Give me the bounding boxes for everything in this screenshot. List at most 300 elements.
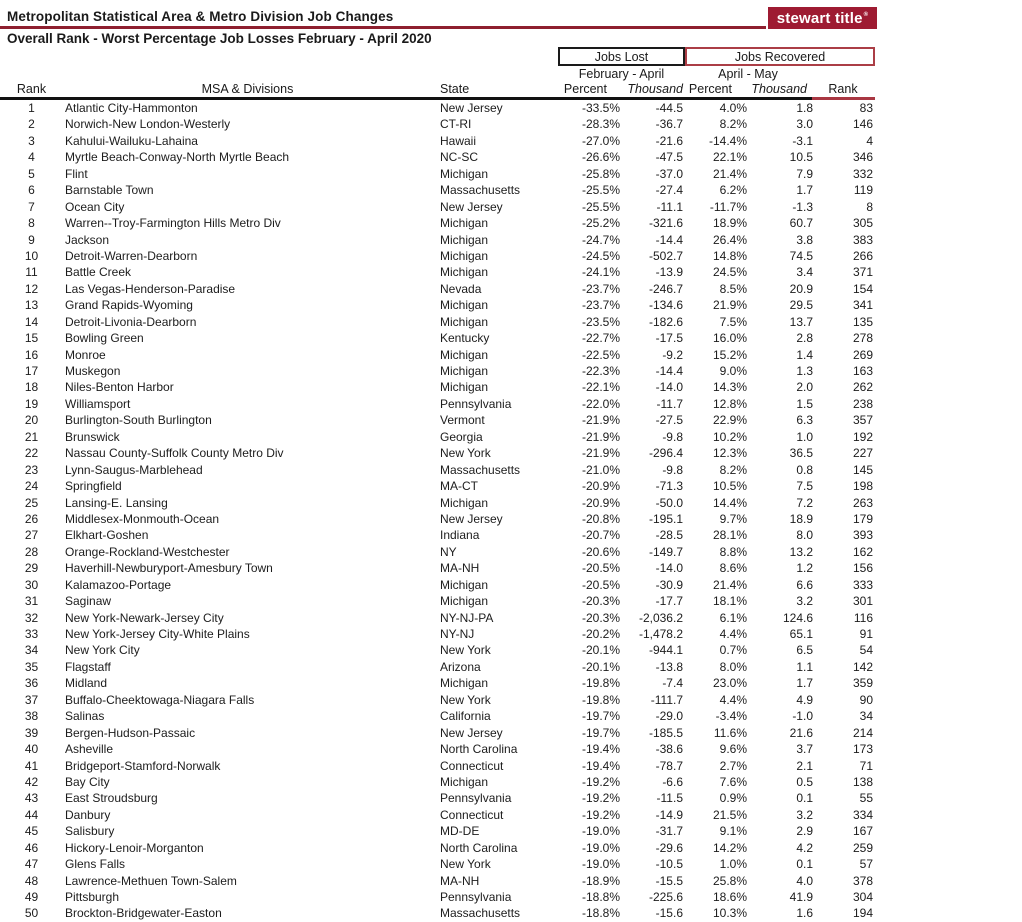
table-row	[0, 330, 881, 346]
table-row	[0, 758, 881, 774]
jobs-lost-percent-cell: -21.9%	[581, 413, 620, 428]
msa-divisions-cell: Lansing-E. Lansing	[65, 495, 168, 510]
jobs-lost-thousand-cell: -1,478.2	[638, 627, 683, 641]
recovered-rank-cell: 192	[852, 429, 873, 444]
rank-overall-cell: 22	[24, 446, 39, 461]
state-cell: Arizona	[440, 659, 481, 674]
state-cell: MA-NH	[440, 873, 480, 888]
msa-divisions-cell: Salisbury	[65, 824, 115, 839]
state-cell: Michigan	[440, 676, 489, 691]
table-row	[0, 807, 881, 823]
jobs-recovered-percent-cell: 8.6%	[719, 561, 747, 576]
jobs-lost-thousand-cell: -2,036.2	[638, 610, 683, 625]
jobs-recovered-percent-cell: 22.1%	[712, 150, 747, 165]
jobs-lost-thousand-cell: -29.0	[655, 709, 683, 724]
recovered-rank-cell: 341	[852, 298, 873, 313]
col-header-msa-divisions: MSA & Divisions	[201, 82, 294, 96]
jobs-lost-percent-cell: -20.9%	[581, 495, 620, 510]
rank-overall-cell: 13	[24, 298, 39, 313]
jobs-lost-percent-cell: -19.2%	[581, 774, 620, 789]
table-row	[0, 133, 881, 149]
jobs-lost-percent-cell: -20.5%	[581, 561, 620, 576]
msa-divisions-cell: Myrtle Beach-Conway-North Myrtle Beach	[65, 150, 290, 165]
rank-overall-cell: 34	[24, 643, 39, 658]
msa-divisions-cell: Barnstable Town	[65, 183, 154, 198]
col-header-jobs-lost-thousand: Thousand	[627, 82, 683, 96]
table-row	[0, 593, 881, 609]
jobs-lost-percent-cell: -21.9%	[581, 429, 620, 444]
jobs-recovered-percent-cell: 22.9%	[712, 413, 747, 428]
jobs-recovered-thousand-cell: 20.9	[789, 281, 813, 296]
jobs-lost-thousand-cell: -185.5	[648, 725, 683, 740]
table-row	[0, 527, 881, 543]
table-row	[0, 610, 881, 626]
jobs-recovered-percent-cell: 4.4%	[719, 627, 747, 641]
rank-overall-cell: 38	[24, 709, 39, 724]
state-cell: North Carolina	[440, 840, 518, 855]
msa-divisions-cell: Bergen-Hudson-Passaic	[65, 725, 196, 740]
jobs-lost-thousand-cell: -15.6	[655, 906, 683, 921]
jobs-recovered-percent-cell: 12.3%	[712, 446, 747, 461]
jobs-lost-percent-cell: -19.8%	[581, 676, 620, 691]
recovered-rank-cell: 91	[859, 627, 873, 641]
jobs-recovered-percent-cell: 10.2%	[712, 429, 747, 444]
rank-overall-cell: 36	[24, 676, 39, 691]
recovered-rank-cell: 116	[853, 610, 873, 625]
jobs-recovered-percent-cell: 21.5%	[712, 807, 747, 822]
table-body	[0, 100, 881, 922]
jobs-recovered-thousand-cell: 41.9	[789, 890, 813, 904]
table-row	[0, 347, 881, 363]
state-cell: New Jersey	[440, 199, 503, 214]
table-row	[0, 116, 881, 132]
state-cell: Michigan	[440, 314, 489, 329]
msa-divisions-cell: Elkhart-Goshen	[65, 528, 149, 543]
recovered-rank-cell: 57	[859, 857, 873, 872]
recovered-rank-cell: 179	[852, 511, 873, 526]
rank-overall-cell: 8	[28, 216, 35, 231]
table-row	[0, 100, 881, 116]
jobs-recovered-thousand-cell: 7.5	[796, 479, 813, 494]
rank-overall-cell: 25	[24, 495, 39, 510]
rank-overall-cell: 3	[28, 133, 35, 148]
col-header-jobs-lost-percent: Percent	[563, 82, 607, 96]
jobs-recovered-percent-cell: 18.9%	[712, 216, 747, 231]
jobs-recovered-thousand-cell: 10.5	[789, 150, 813, 165]
jobs-lost-percent-cell: -23.7%	[581, 298, 620, 313]
rank-overall-cell: 7	[28, 199, 35, 214]
msa-divisions-cell: Detroit-Livonia-Dearborn	[65, 314, 197, 329]
state-cell: Michigan	[440, 298, 489, 313]
jobs-lost-thousand-cell: -17.7	[655, 594, 683, 609]
jobs-lost-thousand-cell: -13.8	[655, 659, 683, 674]
jobs-recovered-percent-cell: 10.3%	[712, 906, 747, 921]
jobs-lost-thousand-cell: -134.6	[648, 298, 683, 313]
jobs-lost-percent-cell: -19.4%	[581, 758, 620, 773]
msa-divisions-cell: Brockton-Bridgewater-Easton	[65, 906, 222, 921]
jobs-recovered-percent-cell: 6.1%	[719, 610, 747, 625]
jobs-recovered-thousand-cell: 1.2	[796, 561, 813, 576]
col-header-recovered-rank: Rank	[828, 82, 858, 96]
table-row	[0, 905, 881, 921]
table-row	[0, 495, 881, 511]
recovered-rank-cell: 333	[852, 577, 873, 592]
state-cell: North Carolina	[440, 742, 518, 757]
msa-divisions-cell: Battle Creek	[65, 265, 132, 280]
state-cell: New Jersey	[440, 725, 503, 740]
table-row	[0, 462, 881, 478]
msa-divisions-cell: New York City	[65, 643, 140, 658]
recovered-rank-cell: 145	[852, 462, 873, 477]
col-header-jobs-recovered-percent: Percent	[688, 82, 732, 96]
msa-divisions-cell: Flint	[65, 166, 88, 181]
rank-overall-cell: 6	[28, 183, 35, 198]
recovered-rank-cell: 269	[852, 347, 873, 362]
msa-divisions-cell: Hickory-Lenoir-Morganton	[65, 840, 204, 855]
jobs-recovered-percent-cell: 14.2%	[712, 840, 747, 855]
recovered-rank-cell: 138	[852, 774, 873, 789]
jobs-lost-percent-cell: -19.2%	[581, 807, 620, 822]
jobs-recovered-thousand-cell: 6.3	[796, 413, 813, 428]
jobs-recovered-thousand-cell: 65.1	[789, 627, 813, 641]
jobs-recovered-thousand-cell: -1.3	[792, 199, 813, 214]
jobs-lost-percent-cell: -33.5%	[581, 101, 620, 115]
jobs-recovered-percent-cell: 24.5%	[712, 265, 747, 280]
jobs-lost-percent-cell: -20.6%	[581, 544, 620, 559]
jobs-lost-thousand-cell: -71.3	[655, 479, 683, 494]
rank-overall-cell: 39	[24, 725, 39, 740]
stewart-title-logo-text: stewart title	[776, 9, 863, 27]
table-row	[0, 889, 881, 905]
jobs-recovered-thousand-cell: 60.7	[789, 216, 813, 231]
state-cell: Indiana	[440, 528, 480, 543]
table-row	[0, 659, 881, 675]
jobs-lost-thousand-cell: -14.4	[655, 364, 683, 378]
jobs-recovered-percent-cell: 14.4%	[712, 495, 747, 510]
state-cell: Michigan	[440, 380, 489, 395]
table-row	[0, 379, 881, 395]
jobs-recovered-percent-cell: 9.6%	[719, 742, 747, 757]
rank-overall-cell: 28	[24, 544, 39, 559]
jobs-recovered-percent-cell: 0.7%	[719, 643, 747, 658]
jobs-lost-thousand-cell: -14.4	[655, 232, 683, 247]
recovered-rank-cell: 371	[852, 265, 873, 280]
msa-divisions-cell: Saginaw	[65, 594, 112, 609]
recovered-rank-cell: 259	[852, 840, 873, 855]
state-cell: MD-DE	[440, 824, 480, 839]
jobs-recovered-period-label: April - May	[718, 67, 778, 81]
rank-overall-cell: 48	[24, 873, 39, 888]
jobs-recovered-thousand-cell: 1.0	[796, 429, 813, 444]
recovered-rank-cell: 266	[852, 248, 873, 263]
jobs-lost-thousand-cell: -11.1	[656, 199, 683, 214]
jobs-recovered-thousand-cell: 8.0	[796, 528, 813, 543]
jobs-lost-period-label: February - April	[578, 67, 665, 81]
table-row	[0, 445, 881, 461]
jobs-recovered-thousand-cell: 1.3	[796, 364, 813, 378]
state-cell: New Jersey	[440, 101, 503, 115]
report-title: Metropolitan Statistical Area & Metro Division Job Changes	[7, 9, 394, 24]
jobs-recovered-thousand-cell: 6.5	[796, 643, 813, 658]
recovered-rank-cell: 34	[859, 709, 873, 724]
jobs-recovered-thousand-cell: 2.0	[796, 380, 813, 395]
jobs-recovered-thousand-cell: 36.5	[789, 446, 813, 461]
rank-overall-cell: 42	[24, 774, 39, 789]
table-row	[0, 741, 881, 757]
state-cell: Hawaii	[440, 133, 477, 148]
rank-overall-cell: 21	[24, 429, 39, 444]
rank-overall-cell: 10	[24, 248, 39, 263]
recovered-rank-cell: 357	[852, 413, 873, 428]
jobs-recovered-thousand-cell: 1.6	[796, 906, 813, 921]
jobs-recovered-group-header: Jobs Recovered	[685, 47, 875, 66]
jobs-recovered-percent-cell: 4.0%	[719, 101, 747, 115]
jobs-lost-thousand-cell: -36.7	[655, 117, 683, 132]
jobs-recovered-thousand-cell: 3.2	[796, 807, 813, 822]
msa-divisions-cell: Warren--Troy-Farmington Hills Metro Div	[65, 216, 281, 231]
jobs-recovered-thousand-cell: 3.7	[796, 742, 813, 757]
col-header-rank: Rank	[16, 82, 47, 96]
msa-divisions-cell: Bridgeport-Stamford-Norwalk	[65, 758, 221, 773]
msa-divisions-cell: Flagstaff	[65, 659, 111, 674]
jobs-recovered-thousand-cell: 0.5	[796, 774, 813, 789]
msa-divisions-cell: Grand Rapids-Wyoming	[65, 298, 193, 313]
jobs-recovered-thousand-cell: 2.9	[796, 824, 813, 839]
jobs-lost-thousand-cell: -296.4	[648, 446, 683, 461]
jobs-recovered-percent-cell: 23.0%	[712, 676, 747, 691]
jobs-lost-thousand-cell: -31.7	[655, 824, 683, 839]
jobs-recovered-thousand-cell: 1.5	[796, 396, 813, 411]
recovered-rank-cell: 262	[852, 380, 873, 395]
jobs-lost-percent-cell: -19.7%	[581, 709, 620, 724]
msa-divisions-cell: Muskegon	[65, 364, 121, 378]
msa-divisions-cell: Danbury	[65, 807, 111, 822]
msa-divisions-cell: Pittsburgh	[65, 890, 120, 904]
jobs-lost-thousand-cell: -78.7	[655, 758, 683, 773]
jobs-recovered-percent-cell: 1.0%	[719, 857, 747, 872]
jobs-lost-thousand-cell: -321.6	[648, 216, 683, 231]
jobs-lost-percent-cell: -19.0%	[581, 857, 620, 872]
jobs-recovered-percent-cell: -3.4%	[715, 709, 747, 724]
jobs-recovered-thousand-cell: 3.4	[796, 265, 813, 280]
state-cell: Pennsylvania	[440, 396, 512, 411]
jobs-recovered-thousand-cell: 7.2	[796, 495, 813, 510]
jobs-lost-percent-cell: -25.5%	[581, 183, 620, 198]
jobs-lost-percent-cell: -20.1%	[581, 659, 620, 674]
jobs-lost-percent-cell: -20.2%	[581, 627, 620, 641]
jobs-lost-percent-cell: -20.3%	[581, 610, 620, 625]
table-row	[0, 511, 881, 527]
recovered-rank-cell: 142	[852, 659, 873, 674]
jobs-recovered-thousand-cell: 0.8	[796, 462, 813, 477]
msa-divisions-cell: Glens Falls	[65, 857, 126, 872]
jobs-lost-percent-cell: -25.2%	[581, 216, 620, 231]
state-cell: NY	[440, 544, 457, 559]
recovered-rank-cell: 83	[859, 101, 873, 115]
jobs-lost-percent-cell: -19.2%	[581, 791, 620, 806]
table-row	[0, 215, 881, 231]
rank-overall-cell: 32	[24, 610, 39, 625]
jobs-lost-thousand-cell: -14.9	[655, 807, 683, 822]
jobs-lost-percent-cell: -22.1%	[581, 380, 620, 395]
recovered-rank-cell: 383	[852, 232, 873, 247]
table-row	[0, 626, 881, 642]
recovered-rank-cell: 305	[852, 216, 873, 231]
rank-overall-cell: 35	[24, 659, 39, 674]
jobs-recovered-thousand-cell: 3.8	[796, 232, 813, 247]
msa-divisions-cell: Jackson	[65, 232, 110, 247]
jobs-lost-thousand-cell: -50.0	[655, 495, 683, 510]
recovered-rank-cell: 194	[852, 906, 873, 921]
rank-overall-cell: 2	[28, 117, 35, 132]
jobs-lost-percent-cell: -18.8%	[581, 906, 620, 921]
rank-overall-cell: 4	[28, 150, 35, 165]
jobs-lost-thousand-cell: -47.5	[655, 150, 683, 165]
state-cell: New York	[440, 643, 491, 658]
jobs-lost-percent-cell: -19.4%	[581, 742, 620, 757]
recovered-rank-cell: 304	[852, 890, 873, 904]
table-row	[0, 396, 881, 412]
rank-overall-cell: 9	[28, 232, 35, 247]
state-cell: New Jersey	[440, 511, 503, 526]
col-header-jobs-recovered-thousand: Thousand	[751, 82, 807, 96]
table-row	[0, 544, 881, 560]
jobs-lost-percent-cell: -20.5%	[581, 577, 620, 592]
table-row	[0, 248, 881, 264]
table-row	[0, 363, 881, 379]
state-cell: Pennsylvania	[440, 890, 512, 904]
table-row	[0, 281, 881, 297]
jobs-lost-thousand-cell: -14.0	[655, 380, 683, 395]
rank-overall-cell: 47	[24, 857, 39, 872]
jobs-lost-group-header: Jobs Lost	[558, 47, 685, 66]
rank-overall-cell: 23	[24, 462, 39, 477]
msa-divisions-cell: Middlesex-Monmouth-Ocean	[65, 511, 220, 526]
jobs-recovered-thousand-cell: 2.1	[796, 758, 813, 773]
msa-divisions-cell: Ocean City	[65, 199, 125, 214]
msa-divisions-cell: Burlington-South Burlington	[65, 413, 212, 428]
msa-divisions-cell: Monroe	[65, 347, 106, 362]
jobs-recovered-percent-cell: 12.8%	[712, 396, 747, 411]
jobs-recovered-thousand-cell: 124.6	[782, 610, 813, 625]
jobs-recovered-thousand-cell: 7.9	[796, 166, 813, 181]
jobs-recovered-thousand-cell: 74.5	[789, 248, 813, 263]
state-cell: Massachusetts	[440, 183, 521, 198]
jobs-recovered-percent-cell: 15.2%	[712, 347, 747, 362]
jobs-lost-thousand-cell: -21.6	[655, 133, 683, 148]
jobs-lost-thousand-cell: -13.9	[655, 265, 683, 280]
jobs-lost-thousand-cell: -944.1	[648, 643, 683, 658]
jobs-lost-percent-cell: -20.7%	[581, 528, 620, 543]
state-cell: Michigan	[440, 265, 489, 280]
rank-overall-cell: 45	[24, 824, 39, 839]
jobs-lost-percent-cell: -21.0%	[581, 462, 620, 477]
jobs-recovered-percent-cell: 18.6%	[712, 890, 747, 904]
state-cell: CT-RI	[440, 117, 472, 132]
jobs-recovered-percent-cell: 8.8%	[719, 544, 747, 559]
jobs-recovered-thousand-cell: 13.7	[789, 314, 813, 329]
state-cell: MA-CT	[440, 479, 478, 494]
jobs-lost-percent-cell: -22.3%	[581, 364, 620, 378]
rank-overall-cell: 1	[28, 101, 35, 115]
jobs-lost-thousand-cell: -9.8	[662, 429, 683, 444]
msa-divisions-cell: Nassau County-Suffolk County Metro Div	[65, 446, 284, 461]
rank-overall-cell: 31	[24, 594, 39, 609]
rank-overall-cell: 40	[24, 742, 39, 757]
msa-divisions-cell: Detroit-Warren-Dearborn	[65, 248, 198, 263]
jobs-lost-thousand-cell: -27.4	[655, 183, 683, 198]
msa-divisions-cell: Las Vegas-Henderson-Paradise	[65, 281, 236, 296]
recovered-rank-cell: 119	[853, 183, 873, 198]
recovered-rank-cell: 54	[859, 643, 873, 658]
jobs-recovered-thousand-cell: 4.0	[796, 873, 813, 888]
jobs-recovered-thousand-cell: 4.9	[796, 692, 813, 707]
jobs-lost-percent-cell: -19.0%	[581, 840, 620, 855]
jobs-recovered-thousand-cell: -1.0	[792, 709, 813, 724]
stewart-title-logo	[768, 7, 877, 29]
recovered-rank-cell: 8	[866, 199, 873, 214]
msa-divisions-cell: Williamsport	[65, 396, 131, 411]
msa-divisions-cell: Bowling Green	[65, 331, 144, 346]
state-cell: New York	[440, 692, 491, 707]
rank-overall-cell: 46	[24, 840, 39, 855]
jobs-lost-thousand-cell: -10.5	[655, 857, 683, 872]
jobs-lost-thousand-cell: -195.1	[648, 511, 683, 526]
rank-overall-cell: 29	[24, 561, 39, 576]
state-cell: Michigan	[440, 774, 489, 789]
state-cell: New York	[440, 446, 491, 461]
table-row	[0, 823, 881, 839]
recovered-rank-cell: 55	[859, 791, 873, 806]
recovered-rank-cell: 167	[852, 824, 873, 839]
msa-divisions-cell: Salinas	[65, 709, 105, 724]
table-row	[0, 297, 881, 313]
jobs-lost-thousand-cell: -182.6	[648, 314, 683, 329]
table-row	[0, 675, 881, 691]
jobs-lost-percent-cell: -19.8%	[581, 692, 620, 707]
jobs-recovered-percent-cell: 25.8%	[712, 873, 747, 888]
jobs-lost-percent-cell: -19.7%	[581, 725, 620, 740]
jobs-lost-thousand-cell: -246.7	[648, 281, 683, 296]
jobs-lost-percent-cell: -22.7%	[581, 331, 620, 346]
rank-overall-cell: 49	[24, 890, 39, 904]
jobs-recovered-thousand-cell: 1.7	[796, 183, 813, 198]
recovered-rank-cell: 4	[866, 133, 873, 148]
jobs-recovered-thousand-cell: 18.9	[789, 511, 813, 526]
msa-divisions-cell: New York-Jersey City-White Plains	[65, 627, 250, 641]
jobs-lost-thousand-cell: -28.5	[655, 528, 683, 543]
table-row	[0, 429, 881, 445]
recovered-rank-cell: 393	[852, 528, 873, 543]
state-cell: Michigan	[440, 364, 489, 378]
msa-divisions-cell: Norwich-New London-Westerly	[65, 117, 231, 132]
msa-divisions-cell: Buffalo-Cheektowaga-Niagara Falls	[65, 692, 255, 707]
jobs-recovered-thousand-cell: 4.2	[796, 840, 813, 855]
jobs-recovered-percent-cell: 2.7%	[719, 758, 747, 773]
jobs-lost-thousand-cell: -502.7	[648, 248, 683, 263]
jobs-recovered-thousand-cell: 13.2	[789, 544, 813, 559]
recovered-rank-cell: 378	[852, 873, 873, 888]
recovered-rank-cell: 227	[852, 446, 873, 461]
table-row	[0, 478, 881, 494]
jobs-recovered-thousand-cell: -3.1	[792, 133, 813, 148]
table-row	[0, 199, 881, 215]
jobs-lost-thousand-cell: -15.5	[655, 873, 683, 888]
jobs-lost-thousand-cell: -27.5	[655, 413, 683, 428]
table-row	[0, 725, 881, 741]
rank-overall-cell: 18	[24, 380, 39, 395]
recovered-rank-cell: 71	[859, 758, 873, 773]
